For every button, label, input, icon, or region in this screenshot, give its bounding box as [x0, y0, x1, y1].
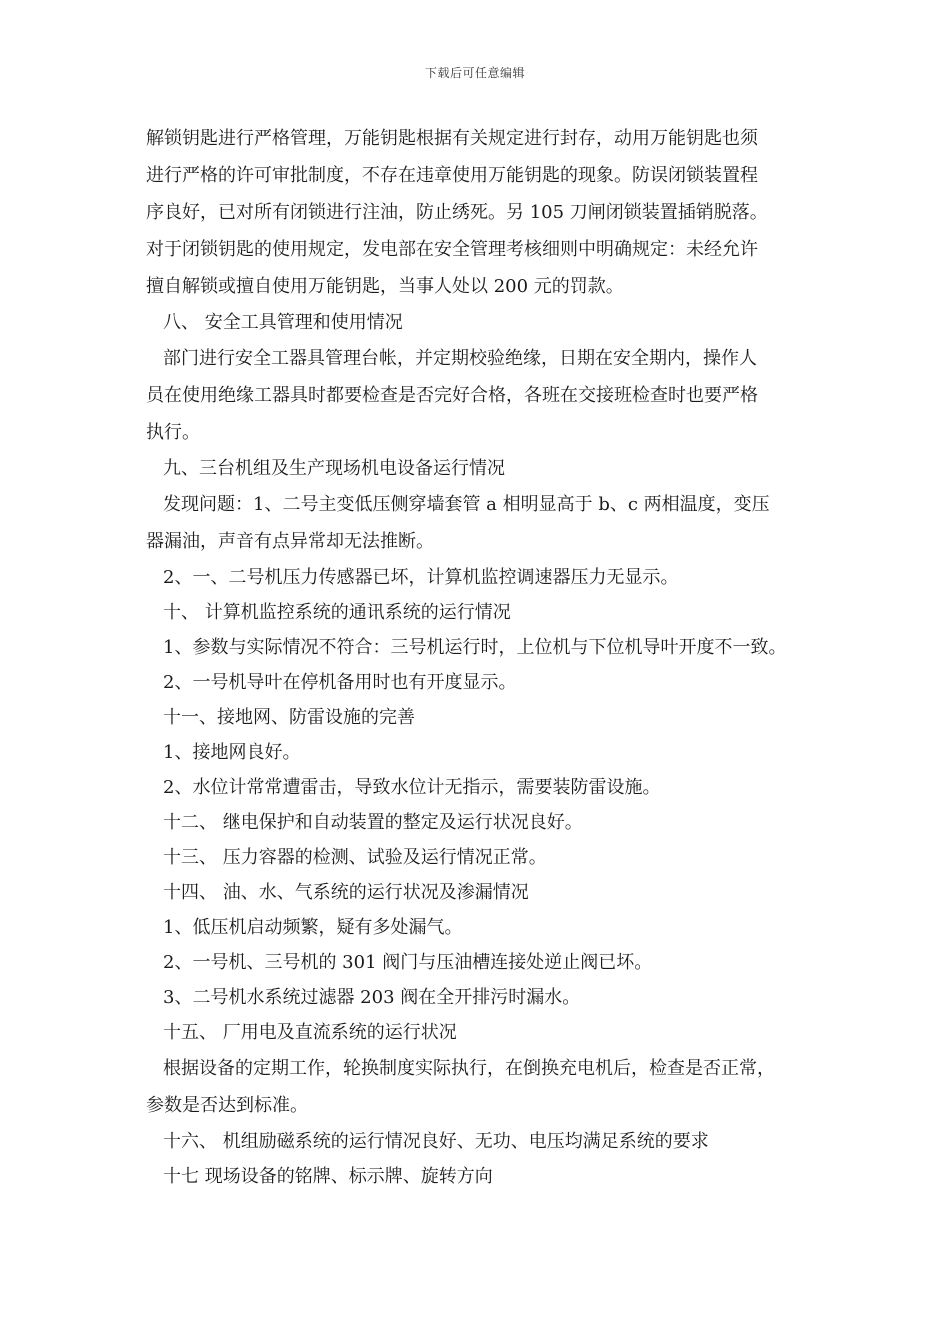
paragraph-line: 序良好，已对所有闭锁进行注油，防止绣死。另 105 刀闸闭锁装置插销脱落。 [146, 202, 768, 223]
paragraph-line: 员在使用绝缘工器具时都要检查是否完好合格，各班在交接班检查时也要严格 [146, 385, 758, 406]
paragraph-line: 执行。 [146, 422, 200, 443]
section-heading: 十四、 油、水、气系统的运行状况及渗漏情况 [163, 882, 529, 903]
paragraph-line: 器漏油，声音有点异常却无法推断。 [146, 531, 434, 552]
section-heading: 九、三台机组及生产现场机电设备运行情况 [163, 458, 505, 479]
section-heading: 十二、 继电保护和自动装置的整定及运行状况良好。 [163, 812, 583, 833]
page-header: 下载后可任意编辑 [424, 66, 525, 80]
paragraph-line: 擅自解锁或擅自使用万能钥匙，当事人处以 200 元的罚款。 [146, 276, 624, 297]
list-item: 2、一、二号机压力传感器已坏，计算机监控调速器压力无显示。 [163, 567, 679, 588]
list-item: 3、二号机水系统过滤器 203 阀在全开排污时漏水。 [163, 987, 581, 1008]
list-item: 2、一号机导叶在停机备用时也有开度显示。 [163, 672, 517, 693]
section-heading: 十七 现场设备的铭牌、标示牌、旋转方向 [163, 1166, 493, 1187]
paragraph-line: 发现问题：1、二号主变低压侧穿墙套管 a 相明显高于 b、c 两相温度，变压 [163, 494, 770, 515]
paragraph-line: 进行严格的许可审批制度，不存在违章使用万能钥匙的现象。防误闭锁装置程 [146, 165, 758, 186]
section-heading: 十六、 机组励磁系统的运行情况良好、无功、电压均满足系统的要求 [163, 1131, 709, 1152]
list-item: 2、一号机、三号机的 301 阀门与压油槽连接处逆止阀已坏。 [163, 952, 653, 973]
document-body [146, 120, 822, 1194]
paragraph-line: 部门进行安全工器具管理台帐，并定期校验绝缘，日期在安全期内，操作人 [163, 348, 757, 369]
paragraph-line: 对于闭锁钥匙的使用规定，发电部在安全管理考核细则中明确规定：未经允许 [146, 239, 758, 260]
section-heading: 十、 计算机监控系统的通讯系统的运行情况 [163, 602, 511, 623]
paragraph-line: 根据设备的定期工作，轮换制度实际执行，在倒换充电机后，检查是否正常， [163, 1058, 775, 1079]
section-heading: 十五、 厂用电及直流系统的运行状况 [163, 1022, 457, 1043]
list-item: 1、参数与实际情况不符合：三号机运行时，上位机与下位机导叶开度不一致。 [163, 637, 787, 658]
paragraph-line: 解锁钥匙进行严格管理，万能钥匙根据有关规定进行封存，动用万能钥匙也须 [146, 128, 758, 149]
section-heading: 十一、接地网、防雷设施的完善 [163, 707, 415, 728]
section-heading: 十三、 压力容器的检测、试验及运行情况正常。 [163, 847, 547, 868]
list-item: 1、接地网良好。 [163, 742, 301, 763]
list-item: 1、低压机启动频繁，疑有多处漏气。 [163, 917, 463, 938]
paragraph-line: 参数是否达到标准。 [146, 1095, 308, 1116]
section-heading: 八、 安全工具管理和使用情况 [163, 312, 403, 333]
list-item: 2、水位计常常遭雷击，导致水位计无指示，需要装防雷设施。 [163, 777, 661, 798]
